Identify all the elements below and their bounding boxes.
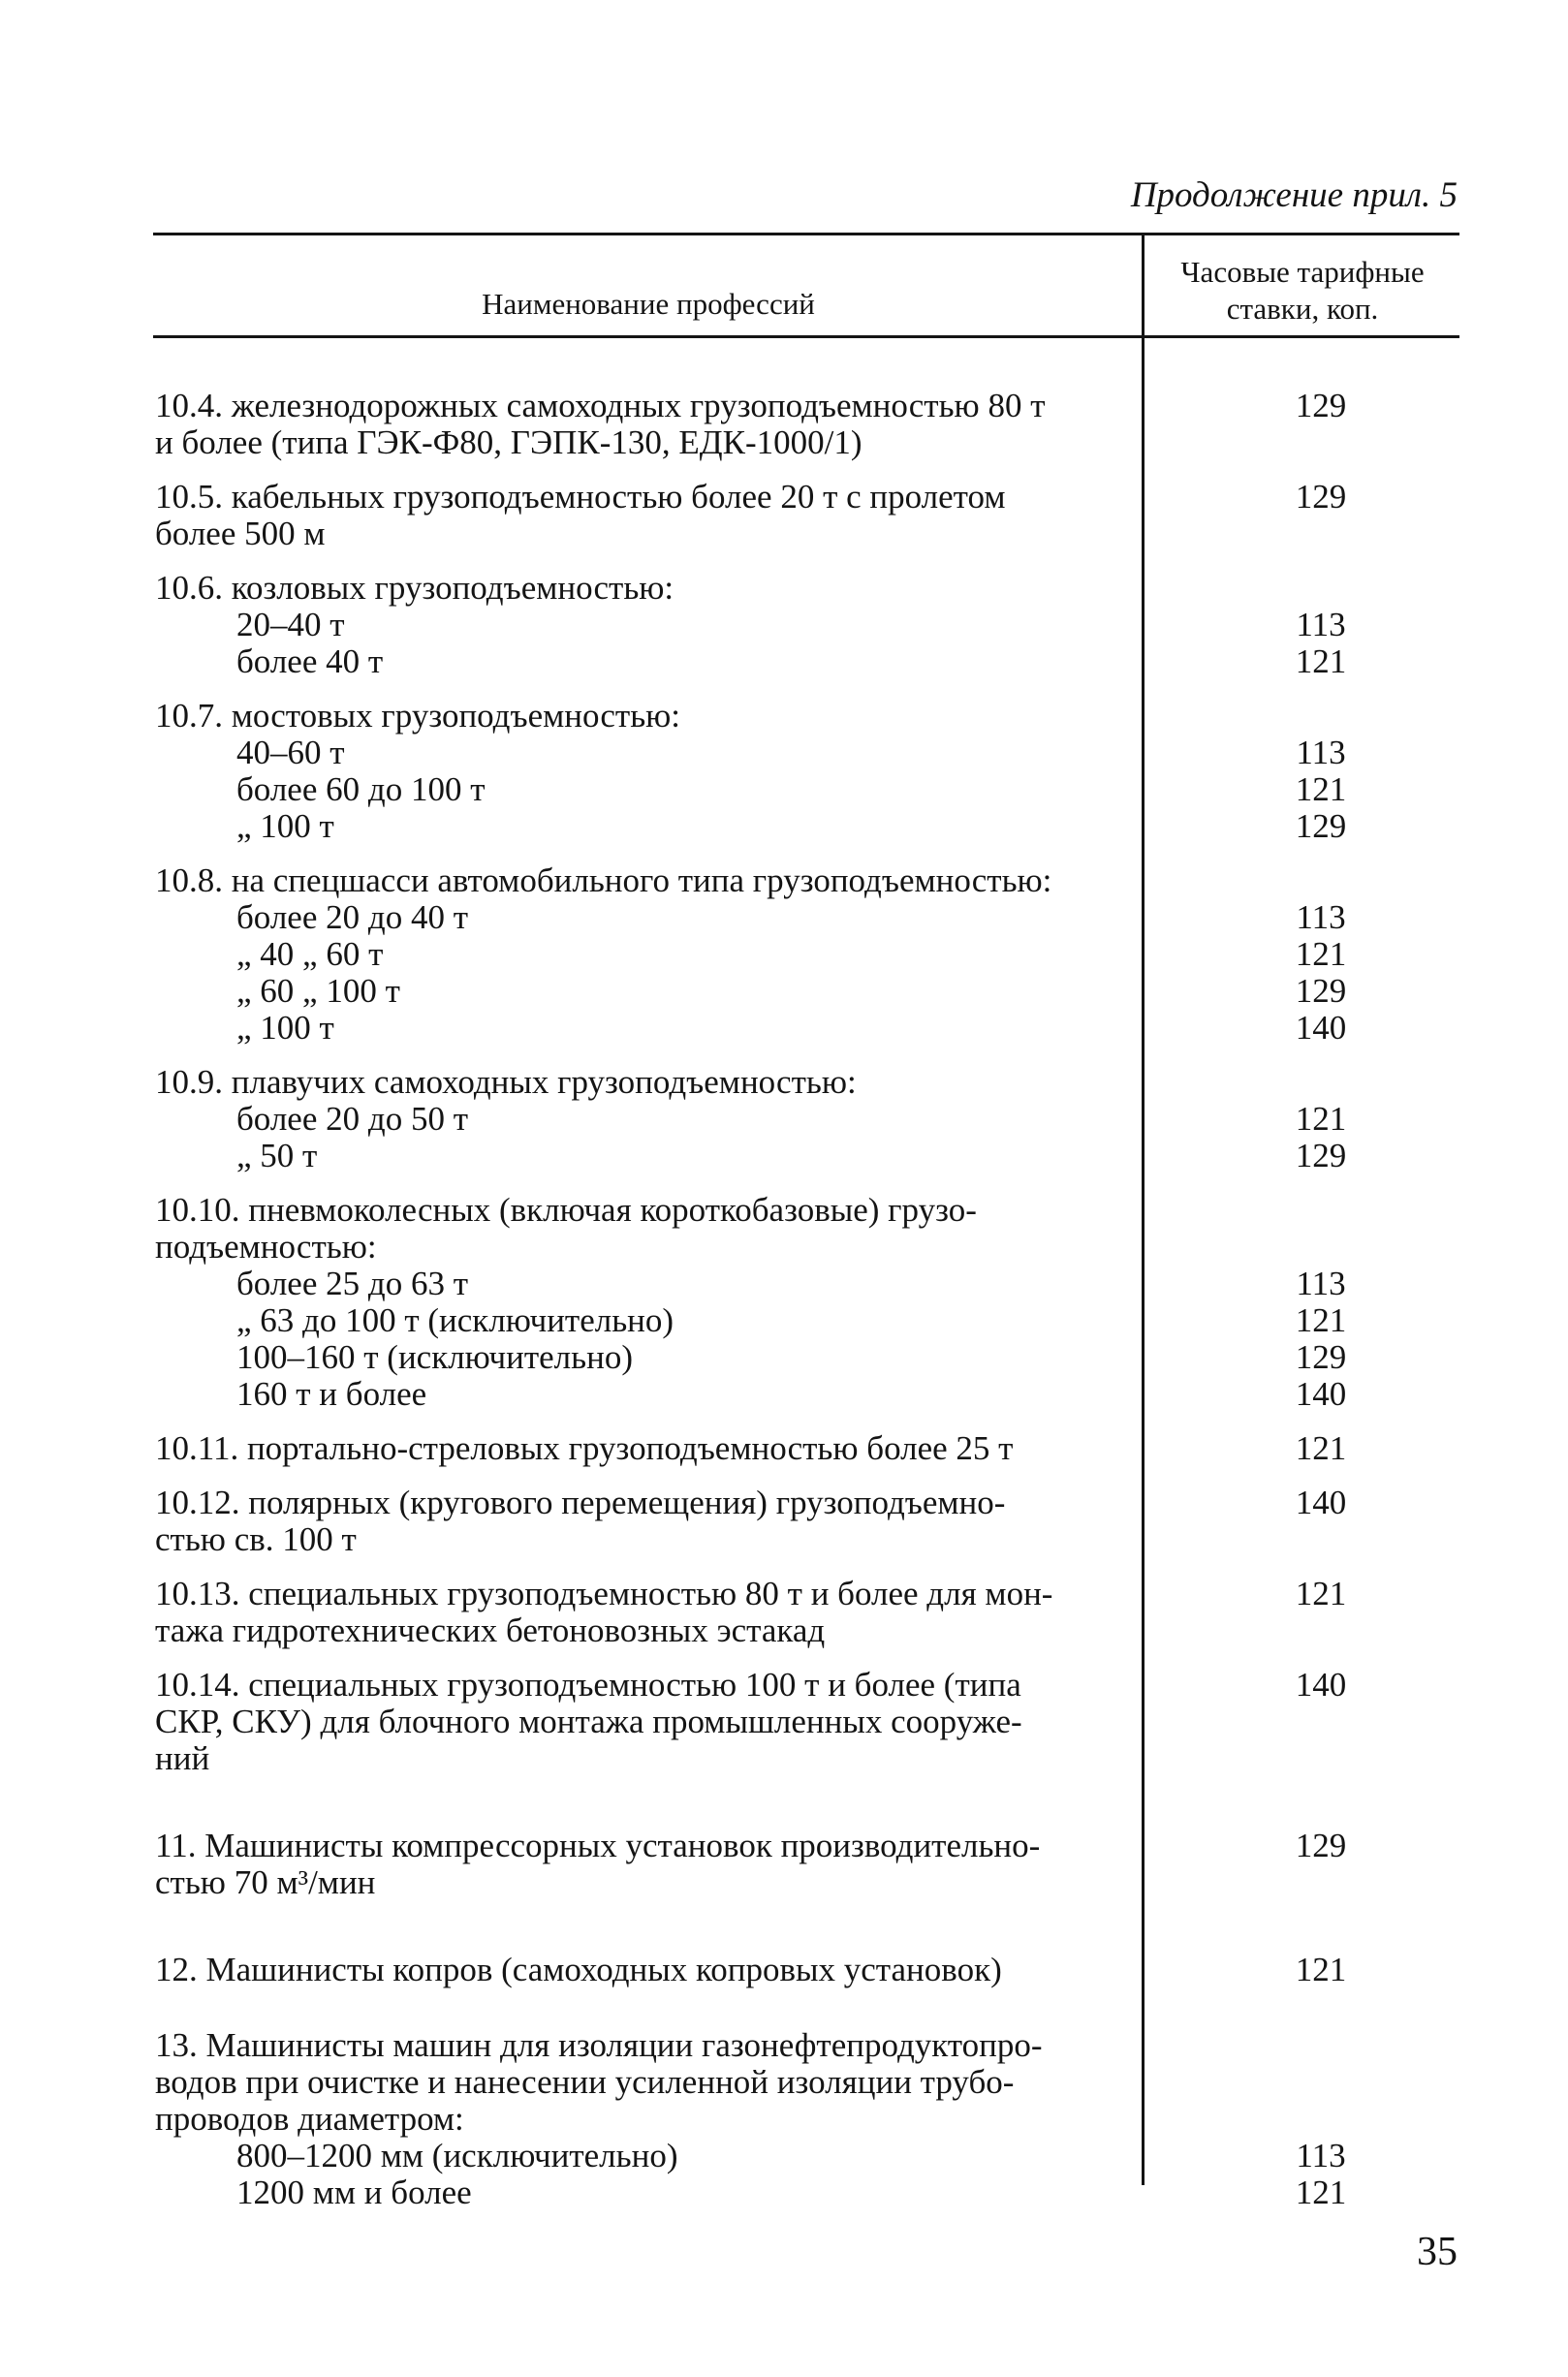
table-row	[155, 388, 1459, 461]
table-row	[155, 1064, 1459, 1101]
table-row	[155, 1302, 1459, 1339]
table-row	[155, 1485, 1459, 1558]
profession-name-line: ний	[155, 1739, 210, 1777]
hourly-rate: 129	[1295, 1137, 1347, 1174]
profession-name-line: стью 70 м³/мин	[155, 1863, 376, 1901]
hourly-rate: 140	[1295, 1009, 1347, 1047]
profession-name-line: „ 100 т	[236, 1009, 334, 1047]
profession-name	[155, 1485, 1124, 1558]
page-number: 35	[1417, 2230, 1458, 2274]
profession-name	[155, 388, 1124, 461]
hourly-rate: 121	[1295, 1429, 1347, 1467]
profession-name-line: 10.6. козловых грузоподъемностью:	[155, 569, 674, 607]
hourly-rate: 129	[1295, 1827, 1347, 1864]
profession-name-line: 10.7. мостовых грузоподъемностью:	[155, 697, 681, 735]
profession-name	[155, 2138, 1124, 2174]
profession-name-line: 10.4. железнодорожных самоходных грузоподъемностью 80 т	[155, 387, 1046, 424]
profession-name	[155, 1667, 1124, 1777]
hourly-rate: 129	[1295, 972, 1347, 1010]
hourly-rate: 121	[1295, 2174, 1347, 2211]
table-row	[155, 771, 1459, 808]
table-row	[155, 1828, 1459, 1901]
table-row	[155, 899, 1459, 936]
hourly-rate: 140	[1295, 1666, 1347, 1704]
hourly-rate: 121	[1295, 770, 1347, 808]
profession-name-line: „ 60 „ 100 т	[236, 972, 400, 1010]
table-row	[155, 1339, 1459, 1376]
profession-name	[155, 607, 1124, 643]
profession-name	[155, 862, 1124, 899]
table-row	[155, 1667, 1459, 1777]
rate-header-line-2: ставки, коп.	[1226, 292, 1379, 326]
hourly-rate: 140	[1295, 1484, 1347, 1521]
profession-name-line: 10.14. специальных грузоподъемностью 100 т и более (типа	[155, 1666, 1021, 1704]
profession-name-line: 20–40 т	[236, 606, 345, 643]
profession-name-line: тажа гидротехнических бетоновозных эстакад	[155, 1611, 826, 1649]
table-row	[155, 643, 1459, 680]
table-row	[155, 1010, 1459, 1047]
profession-name	[155, 936, 1124, 973]
profession-name-line: 12. Машинисты копров (самоходных копровых установок)	[155, 1951, 1002, 1988]
profession-name	[155, 643, 1124, 680]
profession-name-line: 10.11. портально-стреловых грузоподъемностью более 25 т	[155, 1429, 1014, 1467]
profession-name-line: 1200 мм и более	[236, 2174, 472, 2211]
profession-name	[155, 1010, 1124, 1047]
hourly-rate	[1124, 2027, 1459, 2138]
profession-name-line: 10.12. полярных (кругового перемещения) грузоподъемно-	[155, 1484, 1006, 1521]
profession-name	[155, 899, 1124, 936]
profession-name	[155, 1376, 1124, 1413]
profession-name	[155, 1339, 1124, 1376]
profession-name-line: более 500 м	[155, 515, 326, 552]
table-row	[155, 735, 1459, 771]
profession-name	[155, 698, 1124, 735]
profession-name	[155, 808, 1124, 845]
hourly-rate	[1124, 1064, 1459, 1101]
profession-name-line: СКР, СКУ) для блочного монтажа промышленных сооруже-	[155, 1703, 1022, 1740]
profession-name-line: проводов диаметром:	[155, 2100, 464, 2138]
profession-name-line: „ 40 „ 60 т	[236, 935, 384, 973]
profession-name	[155, 1952, 1124, 1988]
table-row	[155, 1266, 1459, 1302]
hourly-rate	[1124, 570, 1459, 607]
table-row	[155, 1430, 1459, 1467]
hourly-rate: 121	[1295, 935, 1347, 973]
profession-name	[155, 1192, 1124, 1266]
rate-header-line-1: Часовые тарифные	[1180, 255, 1425, 289]
table-row	[155, 2174, 1459, 2211]
profession-name-line: 800–1200 мм (исключительно)	[236, 2137, 678, 2174]
profession-name-line: 40–60 т	[236, 734, 345, 771]
profession-name-line: „ 100 т	[236, 807, 334, 845]
profession-name-line: 13. Машинисты машин для изоляции газонефтепродуктопро-	[155, 2026, 1043, 2064]
profession-name	[155, 1302, 1124, 1339]
profession-name-line: 160 т и более	[236, 1375, 427, 1413]
hourly-rate: 113	[1296, 898, 1346, 936]
table-header-rule	[153, 335, 1459, 338]
profession-name-line: более 60 до 100 т	[236, 770, 486, 808]
table-row	[155, 698, 1459, 735]
profession-name-line: 100–160 т (исключительно)	[236, 1338, 633, 1376]
hourly-rate	[1124, 1192, 1459, 1266]
hourly-rate: 113	[1296, 1265, 1346, 1302]
profession-name-line: 10.10. пневмоколесных (включая короткобазовые) грузо-	[155, 1191, 977, 1229]
hourly-rate: 140	[1295, 1375, 1347, 1413]
profession-name-line: 11. Машинисты компрессорных установок производительно-	[155, 1827, 1041, 1864]
profession-name	[155, 973, 1124, 1010]
profession-name	[155, 1138, 1124, 1174]
profession-name	[155, 1576, 1124, 1649]
hourly-rate: 121	[1295, 1575, 1347, 1612]
table-row	[155, 1576, 1459, 1649]
hourly-rate: 121	[1295, 642, 1347, 680]
table-row	[155, 1376, 1459, 1413]
table-row	[155, 936, 1459, 973]
table-row	[155, 862, 1459, 899]
profession-name	[155, 1828, 1124, 1901]
table-row	[155, 1952, 1459, 1988]
hourly-rate: 121	[1295, 1301, 1347, 1339]
profession-name-line: стью св. 100 т	[155, 1520, 357, 1558]
continuation-title: Продолжение прил. 5	[1130, 175, 1458, 215]
profession-name	[155, 1064, 1124, 1101]
profession-name-line: „ 50 т	[236, 1137, 318, 1174]
profession-name-line: 10.9. плавучих самоходных грузоподъемностью:	[155, 1063, 857, 1101]
hourly-rate: 113	[1296, 734, 1346, 771]
table-row	[155, 1138, 1459, 1174]
table-row	[155, 479, 1459, 552]
table-top-rule	[153, 233, 1459, 235]
profession-name	[155, 771, 1124, 808]
hourly-rate: 129	[1295, 807, 1347, 845]
profession-name-line: более 25 до 63 т	[236, 1265, 468, 1302]
table-body	[155, 388, 1459, 2211]
hourly-rate: 113	[1296, 2137, 1346, 2174]
hourly-rate: 129	[1295, 478, 1347, 516]
profession-name-line: более 20 до 50 т	[236, 1100, 468, 1138]
profession-name	[155, 479, 1124, 552]
profession-name-line: 10.13. специальных грузоподъемностью 80 т и более для мон-	[155, 1575, 1053, 1612]
profession-name-line: 10.5. кабельных грузоподъемностью более 20 т с пролетом	[155, 478, 1006, 516]
table-row	[155, 973, 1459, 1010]
hourly-rate: 129	[1295, 387, 1347, 424]
table-row	[155, 808, 1459, 845]
hourly-rate	[1124, 862, 1459, 899]
profession-name-line: подъемностью:	[155, 1228, 377, 1266]
hourly-rate	[1124, 698, 1459, 735]
table-row	[155, 2027, 1459, 2138]
hourly-rate: 113	[1296, 606, 1346, 643]
table-row	[155, 1101, 1459, 1138]
profession-name	[155, 1266, 1124, 1302]
hourly-rate: 121	[1295, 1100, 1347, 1138]
table-row	[155, 570, 1459, 607]
table-row	[155, 607, 1459, 643]
profession-name-line: и более (типа ГЭК-Ф80, ГЭПК-130, ЕДК-1000/1)	[155, 423, 862, 461]
profession-name	[155, 570, 1124, 607]
profession-name-line: более 20 до 40 т	[236, 898, 468, 936]
column-header-rate	[1145, 254, 1459, 328]
profession-name-line: более 40 т	[236, 642, 384, 680]
column-header-profession: Наименование профессий	[482, 287, 815, 321]
hourly-rate: 121	[1295, 1951, 1347, 1988]
profession-name-line: 10.8. на спецшасси автомобильного типа грузоподъемностью:	[155, 861, 1052, 899]
profession-name	[155, 1430, 1124, 1467]
hourly-rate: 129	[1295, 1338, 1347, 1376]
table-row	[155, 1192, 1459, 1266]
profession-name	[155, 1101, 1124, 1138]
table-row	[155, 2138, 1459, 2174]
profession-name-line: водов при очистке и нанесении усиленной изоляции трубо-	[155, 2063, 1015, 2101]
profession-name	[155, 2174, 1124, 2211]
profession-name	[155, 735, 1124, 771]
profession-name-line: „ 63 до 100 т (исключительно)	[236, 1301, 674, 1339]
profession-name	[155, 2027, 1124, 2138]
